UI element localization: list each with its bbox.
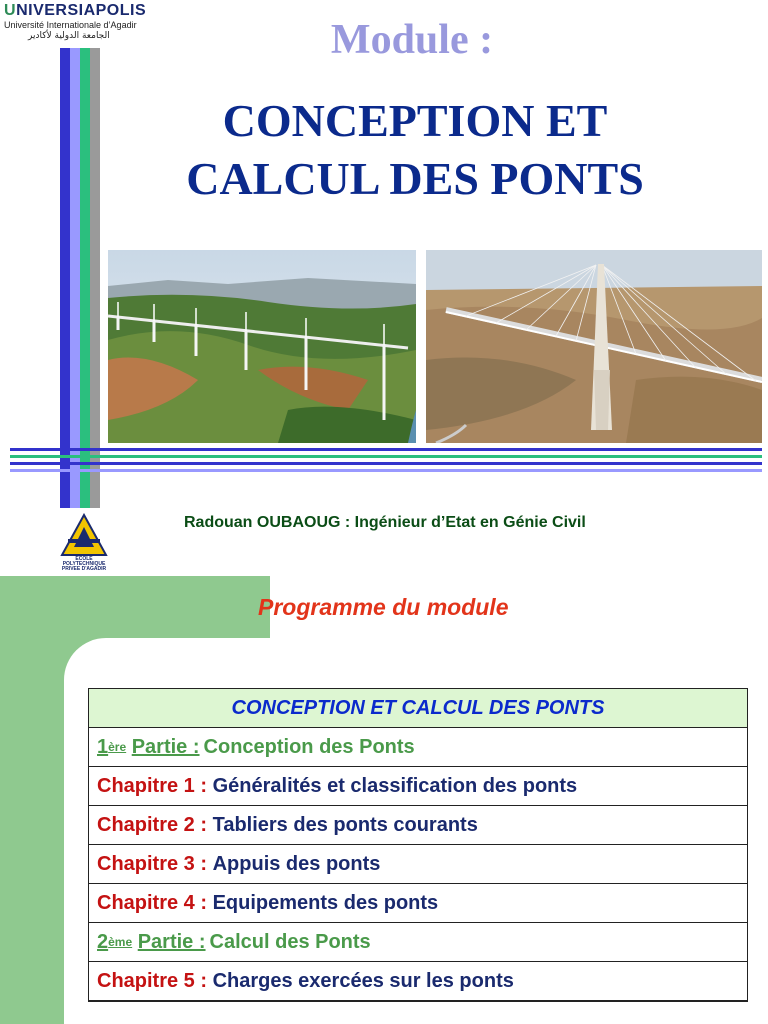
chapter-label: Chapitre 2 : <box>97 813 208 836</box>
university-arabic-name: الجامعة الدولية لأكادير <box>28 31 110 41</box>
university-brand: UNIVERSIAPOLIS <box>4 2 147 19</box>
table-row-chapter-2 <box>89 806 747 845</box>
course-title-line-1: CONCEPTION ET <box>222 95 608 146</box>
chapter-title: Appuis des ponts <box>212 852 381 875</box>
chapter-title: Charges exercées sur les ponts <box>212 969 514 992</box>
school-logo-line-3: PRIVEE D'AGADIR <box>61 566 107 572</box>
table-header: CONCEPTION ET CALCUL DES PONTS <box>89 689 747 728</box>
part-label: Partie : <box>137 930 206 953</box>
horizontal-rule-blue-2 <box>10 462 762 465</box>
part-label: Partie : <box>131 735 200 758</box>
table-row-part-2 <box>89 923 747 962</box>
author-line: Radouan OUBAOUG : Ingénieur d’Etat en Génie Civil <box>184 514 586 531</box>
university-subtitle: Université Internationale d’Agadir <box>4 20 137 30</box>
school-logo-line-2: POLYTECHNIQUE <box>62 561 106 567</box>
chapter-title: Tabliers des ponts courants <box>212 813 478 836</box>
vertical-bar-light-blue <box>70 48 80 508</box>
table-row-chapter-5 <box>89 962 747 1001</box>
module-label: Module : <box>330 17 494 63</box>
part-number: 2 <box>97 930 109 953</box>
table-row-chapter-4 <box>89 884 747 923</box>
part-ordinal: ère <box>108 740 127 754</box>
chapter-title: Equipements des ponts <box>212 891 439 914</box>
horizontal-rule-green <box>10 455 762 458</box>
school-logo-text <box>56 557 112 572</box>
table-row-part-1 <box>89 728 747 767</box>
chapter-label: Chapitre 3 : <box>97 852 208 875</box>
horizontal-rule-light-blue <box>10 469 762 472</box>
course-title <box>100 92 730 208</box>
chapter-label: Chapitre 4 : <box>97 891 208 914</box>
viaduct-photo <box>108 250 416 443</box>
part-ordinal: ème <box>108 935 133 949</box>
vertical-bar-blue <box>60 48 70 508</box>
programme-slide <box>0 576 768 1024</box>
horizontal-rule-blue <box>10 448 762 451</box>
programme-title: Programme du module <box>258 594 509 620</box>
cable-stayed-bridge-photo <box>426 250 762 443</box>
chapter-label: Chapitre 5 : <box>97 969 208 992</box>
course-title-line-2: CALCUL DES PONTS <box>186 153 644 204</box>
part-title: Conception des Ponts <box>203 735 415 758</box>
vertical-bar-gray <box>90 48 100 508</box>
table-row-chapter-1 <box>89 767 747 806</box>
part-title: Calcul des Ponts <box>209 930 371 953</box>
school-logo-line-1: ECOLE <box>75 556 93 562</box>
chapter-label: Chapitre 1 : <box>97 774 208 797</box>
part-number: 1 <box>97 735 109 758</box>
programme-table <box>88 688 748 1002</box>
vertical-bar-green <box>80 48 90 508</box>
ecole-polytechnique-logo <box>56 513 112 571</box>
chapter-title: Généralités et classification des ponts <box>212 774 578 797</box>
table-row-chapter-3 <box>89 845 747 884</box>
